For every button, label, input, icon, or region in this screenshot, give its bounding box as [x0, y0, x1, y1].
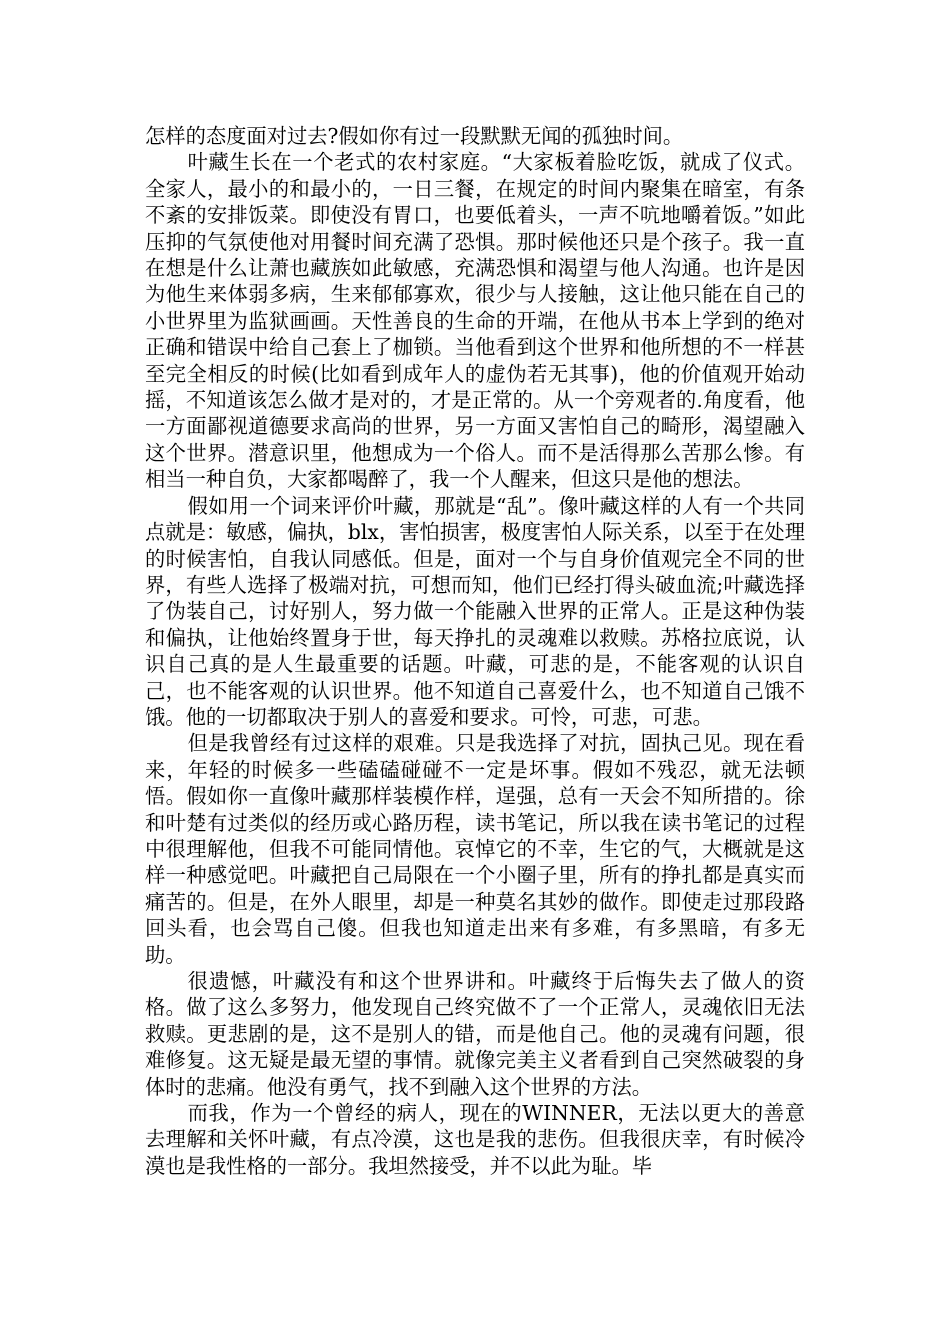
body-text	[145, 123, 805, 1179]
paragraph: 而我，作为一个曾经的病人，现在的WINNER，无法以更大的善意去理解和关怀叶藏，有点冷漠，这也是我的悲伤。但我很庆幸，有时候冷漠也是我性格的一部分。我坦然接受，并不以此为耻。毕	[145, 1101, 805, 1178]
paragraph-continuation: 怎样的态度面对过去?假如你有过一段默默无闻的孤独时间。	[145, 124, 684, 148]
paragraph: 假如用一个词来评价叶藏，那就是“乱”。像叶藏这样的人有一个共同点就是：敏感，偏执，blx，害怕损害，极度害怕人际关系，以至于在处理的时候害怕，自我认同感低。但是，面对一个与自身价值观完全不同的世界，有些人选择了极端对抗，可想而知，他们已经打得头破血流;叶藏选择了伪装自己，讨好别人，努力做一个能融入世界的正常人。正是这种伪装和偏执，让他始终置身于世，每天挣扎的灵魂难以救赎。苏格拉底说，认识自己真的是人生最重要的话题。叶藏，可悲的是，不能客观的认识自己，也不能客观的认识世界。他不知道自己喜爱什么，也不知道自己饿不饿。他的一切都取决于别人的喜爱和要求。可怜，可悲，可悲。	[145, 493, 805, 729]
paragraph: 但是我曾经有过这样的艰难。只是我选择了对抗，固执己见。现在看来，年轻的时候多一些磕磕碰碰不一定是坏事。假如不残忍，就无法顿悟。假如你一直像叶藏那样装模作样，逞强，总有一天会不知所措的。徐和叶楚有过类似的经历或心路历程，读书笔记，所以我在读书笔记的过程中很理解他，但我不可能同情他。哀悼它的不幸，生它的气，大概就是这样一种感觉吧。叶藏把自己局限在一个小圈子里，所有的挣扎都是真实而痛苦的。但是，在外人眼里，却是一种莫名其妙的做作。即使走过那段路回头看，也会骂自己傻。但我也知道走出来有多难，有多黑暗，有多无助。	[145, 731, 805, 967]
paragraph: 叶藏生长在一个老式的农村家庭。“大家板着脸吃饭，就成了仪式。全家人，最小的和最小的，一日三餐，在规定的时间内聚集在暗室，有条不紊的安排饭菜。即使没有胃口，也要低着头，一声不吭地嚼着饭。”如此压抑的气氛使他对用餐时间充满了恐惧。那时候他还只是个孩子。我一直在想是什么让萧也藏族如此敏感，充满恐惧和渴望与他人沟通。也许是因为他生来体弱多病，生来郁郁寡欢，很少与人接触，这让他只能在自己的小世界里为监狱画画。天性善良的生命的开端，在他从书本上学到的绝对正确和错误中给自己套上了枷锁。当他看到这个世界和他所想的不一样甚至完全相反的时候(比如看到成年人的虚伪若无其事)，他的价值观开始动摇，不知道该怎么做才是对的，才是正常的。从一个旁观者的.角度看，他一方面鄙视道德要求高尚的世界，另一方面又害怕自己的畸形，渴望融入这个世界。潜意识里，他想成为一个俗人。而不是活得那么苦那么惨。有相当一种自负，大家都喝醉了，我一个人醒来，但这只是他的想法。	[145, 150, 805, 492]
paragraph: 很遗憾，叶藏没有和这个世界讲和。叶藏终于后悔失去了做人的资格。做了这么多努力，他发现自己终究做不了一个正常人，灵魂依旧无法救赎。更悲剧的是，这不是别人的错，而是他自己。他的灵魂有问题，很难修复。这无疑是最无望的事情。就像完美主义者看到自己突然破裂的身体时的悲痛。他没有勇气，找不到融入这个世界的方法。	[145, 969, 805, 1099]
